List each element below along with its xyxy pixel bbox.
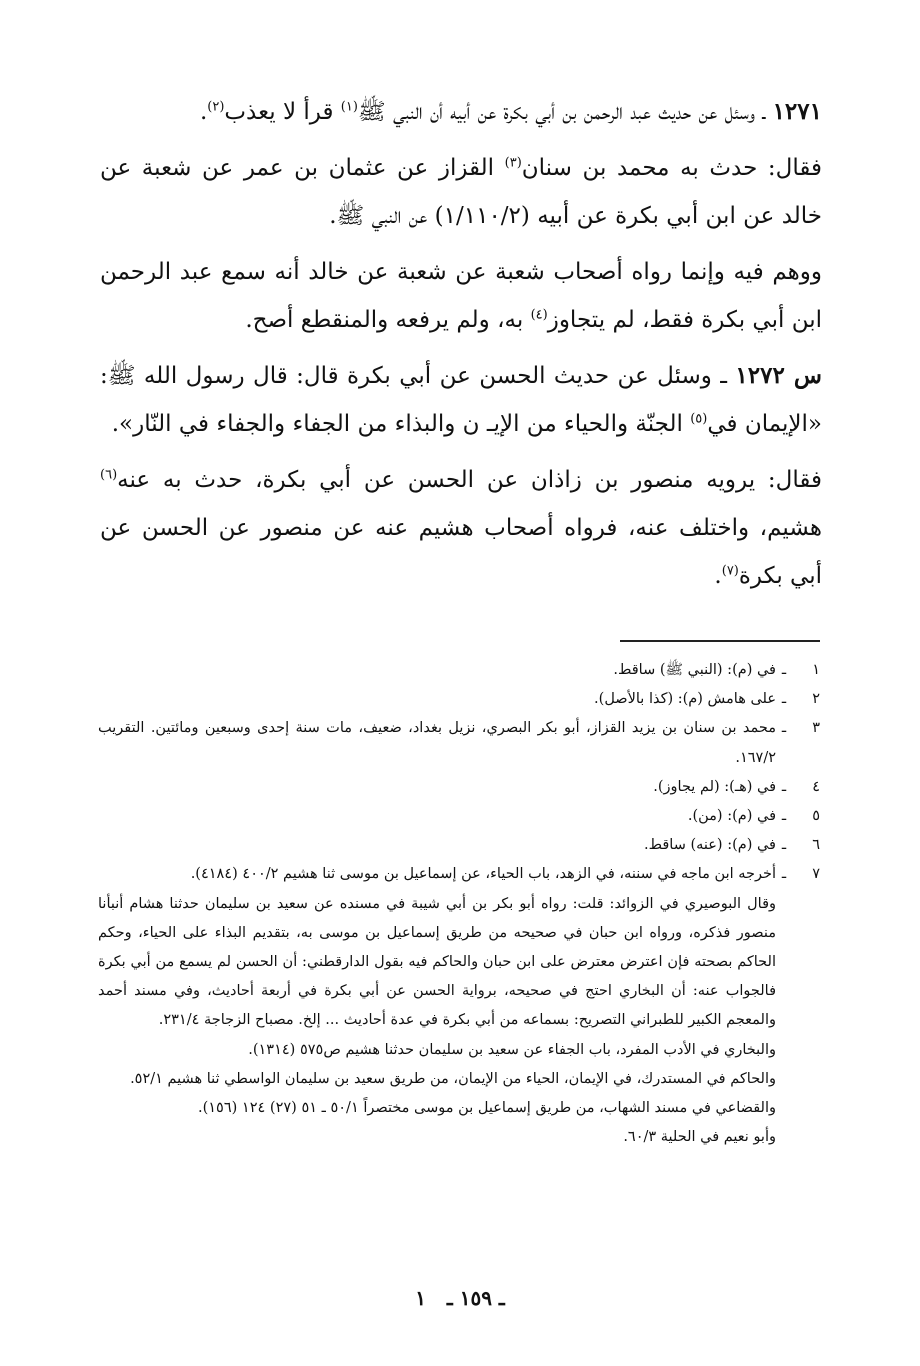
- footnote-ref-1: (١): [340, 99, 358, 115]
- answer-text: فقال: يرويه منصور بن زاذان عن الحسن عن أبي بكرة، حدث به عنه: [117, 467, 822, 493]
- period: .: [714, 563, 722, 589]
- commentary-1271: [100, 248, 822, 344]
- footnote-separator: [620, 640, 820, 642]
- footnote-7-continuation: وقال البوصيري في الزوائد: قلت: رواه أبو بكر بن أبي شيبة في مسنده عن سعيد بن سليمان حدثنا هشام أنبأنا منصور فذكره، ورواه ابن حبان في صحيحه من طريق إسماعيل بن موسى به، بتقديم البذاء على الحياء، وحكم الحاكم بصحته فإن اعترض معترض على ابن حبان والحاكم فيه بقول الدارقطني: أن الحسن لم يسمع من أبي بكرة فالجواب عنه: أن البخاري احتج في صحيحه، برواية الحسن عن أبي بكرة في أربعة أحاديث، وفي مسند أحمد والمعجم الكبير للطبراني التصريح: بسماعه من أبي بكرة في عدة أحاديث ... إلخ. مصباح الزجاجة ٢٣١/٤.: [98, 895, 776, 1029]
- question-text: ـ وسئل عن حديث عبد الرحمن بن أبي بكرة عن أبيه أن النبي ﷺ: [357, 99, 773, 125]
- footnote-number: ٥: [812, 808, 820, 825]
- footnote-5: [98, 802, 820, 831]
- footnote-4: [98, 773, 820, 802]
- question-prefix: س: [784, 362, 822, 389]
- question-number: ١٢٧١: [772, 98, 822, 125]
- footnote-ref-5: (٥): [690, 411, 708, 427]
- footnote-number: ٤: [812, 778, 820, 795]
- answer-1271: [100, 144, 822, 240]
- answer-1272: [100, 456, 822, 600]
- footnote-ref-3: (٣): [504, 155, 522, 171]
- page-number-text: ـ ١٥٩ ـ: [446, 1286, 505, 1310]
- footnote-ref-7: (٧): [721, 563, 739, 579]
- main-text: [100, 88, 822, 608]
- footnote-number: ٦: [812, 837, 820, 854]
- footnote-number: ٢: [812, 691, 820, 708]
- footnotes: [98, 656, 820, 1152]
- footnote-number: ٧: [812, 866, 820, 883]
- footnote-text: أخرجه ابن ماجه في سننه، في الزهد، باب الحياء، عن إسماعيل بن موسى ثنا هشيم ٤٠٠/٢ (٤١٨٤).: [190, 866, 776, 883]
- footnote-text: في (م): (عنه) ساقط.: [643, 837, 776, 854]
- footnote-7: [98, 860, 820, 889]
- question-1272: [100, 352, 822, 448]
- footnote-text: في (هـ): (لم يجاوز).: [653, 778, 776, 795]
- footnote-dash: ـ: [781, 662, 787, 678]
- commentary-text: ووهم فيه وإنما رواه أصحاب شعبة عن شعبة عن خالد أنه سمع عبد الرحمن ابن أبي بكرة فقط، لم يتجاوز: [100, 259, 822, 333]
- footnote-3: [98, 714, 820, 772]
- commentary-text-2: به، ولم يرفعه والمنقطع أصح.: [245, 307, 531, 333]
- footnote-text: محمد بن سنان بن يزيد القزاز، أبو بكر البصري، نزيل بغداد، ضعيف، مات سنة إحدى وسبعين ومائتين. التقريب ١٦٧/٢.: [98, 720, 776, 766]
- footnote-dash: ـ: [781, 808, 787, 825]
- volume-mark: ١: [415, 1286, 426, 1310]
- footnote-2: [98, 685, 820, 714]
- question-1271: [100, 88, 822, 136]
- footnote-1: [98, 656, 820, 685]
- footnote-ref-6: (٦): [100, 467, 118, 483]
- footnote-dash: ـ: [781, 866, 787, 883]
- footnote-text: في (م): (النبي ﷺ) ساقط.: [613, 662, 776, 678]
- footnote-7-continuation: والقضاعي في مسند الشهاب، من طريق إسماعيل بن موسى مختصراً ٥٠/١ ـ ٥١ (٢٧) ١٢٤ (١٥٦).: [197, 1100, 776, 1117]
- footnote-7-continuation: والحاكم في المستدرك، في الإيمان، الحياء من الإيمان، من طريق سعيد بن سليمان الواسطي ثنا هشيم ٥٢/١.: [130, 1070, 776, 1087]
- footnote-text: في (م): (من).: [687, 808, 776, 825]
- question-text-2: الجنّة والحياء من الإيـ ن والبذاء من الجفاء والجفاء في النّار».: [111, 411, 691, 437]
- footnote-dash: ـ: [781, 691, 787, 708]
- question-text: ـ وسئل عن حديث الحسن عن أبي بكرة قال: قال رسول الله ﷺ: «الإيمان في: [100, 363, 822, 437]
- footnote-dash: ـ: [781, 778, 787, 795]
- footnote-dash: ـ: [781, 837, 787, 854]
- footnote-7-continuation: والبخاري في الأدب المفرد، باب الجفاء عن سعيد بن سليمان حدثنا هشيم ص٥٧٥ (١٣١٤).: [248, 1041, 776, 1058]
- footnote-ref-4: (٤): [530, 307, 548, 323]
- footnote-7-continuation: وأبو نعيم في الحلية ٦٠/٣.: [623, 1129, 776, 1146]
- footnote-text: على هامش (م): (كذا بالأصل).: [594, 691, 776, 708]
- period: .: [199, 99, 208, 125]
- answer-text-2: القزاز عن عثمان بن عمر عن شعبة عن خالد عن ابن أبي بكرة عن أبيه (١/١١٠/٢) عن النبي ﷺ.: [100, 155, 822, 229]
- footnote-number: ٣: [812, 720, 820, 737]
- question-number: ١٢٧٢: [735, 362, 785, 389]
- footnote-6: [98, 831, 820, 860]
- answer-text: فقال: حدث به محمد بن سنان: [521, 155, 822, 181]
- footnote-dash: ـ: [781, 720, 787, 737]
- footnote-number: ١: [812, 662, 820, 678]
- footnote-ref-2: (٢): [207, 99, 225, 115]
- page-number: [0, 1286, 920, 1310]
- answer-text-2: هشيم، واختلف عنه، فرواه أصحاب هشيم عنه عن منصور عن الحسن عن أبي بكرة: [100, 515, 822, 589]
- question-text-2: قرأ لا يعذب: [224, 99, 341, 125]
